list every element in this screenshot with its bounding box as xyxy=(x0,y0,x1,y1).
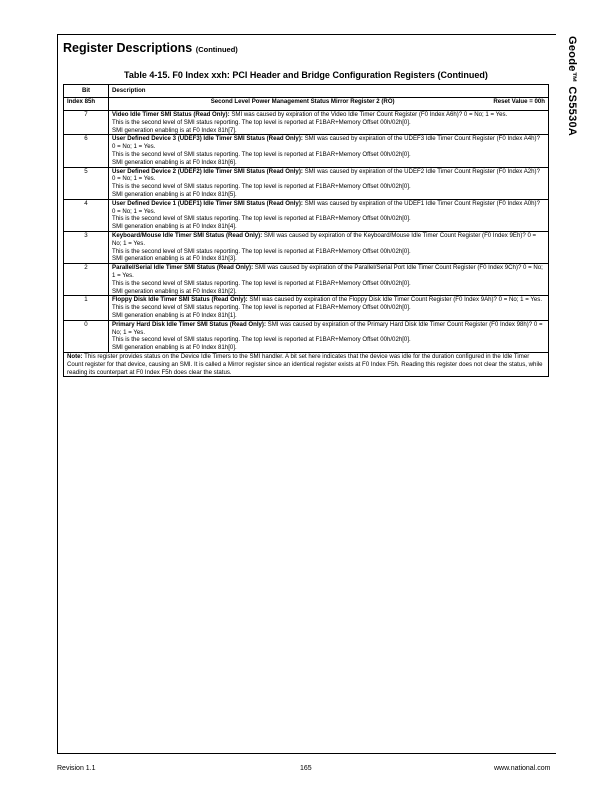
bit-description xyxy=(109,231,549,263)
footer-website: www.national.com xyxy=(494,765,551,772)
table-row xyxy=(64,296,549,320)
page-frame-top-rule xyxy=(57,34,556,35)
enable-location-note: SMI generation enabling is at F0 Index 81h[3]. xyxy=(112,255,237,263)
status-level-note: This is the second level of SMI status reporting. The top level is reported at F1BAR+Memory Offset 00h/02h[0]. xyxy=(112,183,411,191)
note-text: This register provides status on the Device Idle Timers to the SMI handler. A bit set here indicates that the device was idle for the duration configured in the Idle Timer Count register for that device, causing an SMI. It is called a Mirror register since an identical register exists at F0 Index F5h. Reading this register does not clear the status, while reading its counterpart at F0 Index F5h does clear the status. xyxy=(67,352,543,376)
bit-description xyxy=(109,135,549,167)
field-text: SMI was caused by expiration of the UDEF3 Idle Timer Count Register (F0 Index A4h)? 0 = No; 1 = Yes. xyxy=(112,135,540,151)
bit-number: 2 xyxy=(64,264,109,296)
bit-number: 1 xyxy=(64,296,109,320)
enable-location-note: SMI generation enabling is at F0 Index 81h[0]. xyxy=(112,344,237,352)
note-cell xyxy=(64,352,549,376)
bit-number: 7 xyxy=(64,111,109,135)
footer-page-number: 165 xyxy=(300,765,312,772)
field-name: Primary Hard Disk Idle Timer SMI Status (Read Only): xyxy=(112,320,266,328)
section-title-continued: (Continued) xyxy=(195,45,238,54)
status-level-note: This is the second level of SMI status reporting. The top level is reported at F1BAR+Memory Offset 00h/02h[0]. xyxy=(112,118,411,126)
field-description xyxy=(112,296,545,304)
enable-location-note: SMI generation enabling is at F0 Index 81h[5]. xyxy=(112,190,237,198)
table-row xyxy=(64,264,549,296)
field-text: SMI was caused by expiration of the UDEF2 Idle Timer Count Register (F0 Index A2h)? 0 = No; 1 = Yes. xyxy=(112,167,540,183)
field-description xyxy=(112,232,545,248)
bit-description xyxy=(109,167,549,199)
page-frame-left-rule xyxy=(57,34,58,754)
bit-description xyxy=(109,264,549,296)
footer-revision: Revision 1.1 xyxy=(57,765,96,772)
register-index: Index 85h xyxy=(64,98,109,111)
register-index-row xyxy=(64,98,549,111)
status-level-note: This is the second level of SMI status reporting. The top level is reported at F1BAR+Memory Offset 00h/02h[0]. xyxy=(112,304,411,312)
enable-location-note: SMI generation enabling is at F0 Index 81h[6]. xyxy=(112,158,237,166)
register-title: Second Level Power Management Status Mirror Register 2 (RO) xyxy=(210,98,395,105)
section-title xyxy=(63,41,238,55)
table-row xyxy=(64,167,549,199)
register-table xyxy=(63,84,549,377)
bit-column-header: Bit xyxy=(64,85,109,98)
side-title xyxy=(556,34,580,214)
enable-location-note: SMI generation enabling is at F0 Index 81h[2]. xyxy=(112,287,237,295)
field-text: SMI was caused by expiration of the Floppy Disk Idle Timer Count Register (F0 Index 9Ah)? 0 = No; 1 = Yes. xyxy=(247,296,543,304)
table-row xyxy=(64,111,549,135)
status-level-note: This is the second level of SMI status reporting. The top level is reported at F1BAR+Memory Offset 00h/02h[0]. xyxy=(112,150,411,158)
field-name: User Defined Device 3 (UDEF3) Idle Timer SMI Status (Read Only): xyxy=(112,135,303,143)
page-frame-bottom-rule xyxy=(57,753,556,754)
field-name: Parallel/Serial Idle Timer SMI Status (Read Only): xyxy=(112,264,254,272)
bit-description xyxy=(109,320,549,352)
status-level-note: This is the second level of SMI status reporting. The top level is reported at F1BAR+Memory Offset 00h/02h[0]. xyxy=(112,247,411,255)
bit-number: 6 xyxy=(64,135,109,167)
field-description xyxy=(112,321,545,337)
bit-description xyxy=(109,111,549,135)
table-row xyxy=(64,199,549,231)
note-row xyxy=(64,352,549,376)
bit-number: 5 xyxy=(64,167,109,199)
status-level-note: This is the second level of SMI status reporting. The top level is reported at F1BAR+Memory Offset 00h/02h[0]. xyxy=(112,215,411,223)
field-name: Video Idle Timer SMI Status (Read Only): xyxy=(112,111,230,118)
register-title-cell xyxy=(109,98,549,111)
bit-description xyxy=(109,199,549,231)
field-description xyxy=(112,200,545,216)
field-name: User Defined Device 1 (UDEF1) Idle Timer SMI Status (Read Only): xyxy=(112,199,303,207)
table-row xyxy=(64,135,549,167)
field-description xyxy=(112,264,545,280)
enable-location-note: SMI generation enabling is at F0 Index 81h[7]. xyxy=(112,126,237,134)
field-text: SMI was caused by expiration of the Video Idle Timer Count Register (F0 Index A6h)? 0 = No; 1 = Yes. xyxy=(229,111,508,118)
description-column-header: Description xyxy=(109,85,549,98)
bit-description xyxy=(109,296,549,320)
reset-value: Reset Value = 00h xyxy=(493,98,545,105)
bit-number: 0 xyxy=(64,320,109,352)
table-caption: Table 4-15. F0 Index xxh: PCI Header and Bridge Configuration Registers (Continued) xyxy=(124,70,488,80)
field-name: User Defined Device 2 (UDEF2) Idle Timer SMI Status (Read Only): xyxy=(112,167,303,175)
status-level-note: This is the second level of SMI status reporting. The top level is reported at F1BAR+Memory Offset 00h/02h[0]. xyxy=(112,279,411,287)
bit-number: 4 xyxy=(64,199,109,231)
field-name: Floppy Disk Idle Timer SMI Status (Read Only): xyxy=(112,296,248,304)
status-level-note: This is the second level of SMI status reporting. The top level is reported at F1BAR+Memory Offset 00h/02h[0]. xyxy=(112,336,411,344)
field-text: SMI was caused by expiration of the Keyboard/Mouse Idle Timer Count Register (F0 Index 9Eh)? 0 = No; 1 = Yes. xyxy=(112,231,537,247)
table-row xyxy=(64,231,549,263)
bit-number: 3 xyxy=(64,231,109,263)
side-title-text: Geode™ CS5530A xyxy=(566,36,578,137)
field-text: SMI was caused by expiration of the Parallel/Serial Port Idle Timer Count Register (F0 Index 9Ch)? 0 = No; 1 = Yes. xyxy=(112,264,543,279)
field-description xyxy=(112,135,545,151)
field-text: SMI was caused by expiration of the Primary Hard Disk Idle Timer Count Register (F0 Index 98h)? 0 = No; 1 = Yes. xyxy=(112,320,543,336)
table-row xyxy=(64,320,549,352)
field-description xyxy=(112,168,545,184)
note-label: Note: xyxy=(67,352,83,360)
field-text: SMI was caused by expiration of the UDEF1 Idle Timer Count Register (F0 Index A0h)? 0 = No; 1 = Yes. xyxy=(112,199,540,215)
field-name: Keyboard/Mouse Idle Timer SMI Status (Read Only): xyxy=(112,231,263,239)
section-title-text: Register Descriptions xyxy=(63,41,193,55)
table-header-row xyxy=(64,85,549,98)
enable-location-note: SMI generation enabling is at F0 Index 81h[1]. xyxy=(112,311,237,319)
field-description xyxy=(112,111,545,119)
enable-location-note: SMI generation enabling is at F0 Index 81h[4]. xyxy=(112,223,237,231)
